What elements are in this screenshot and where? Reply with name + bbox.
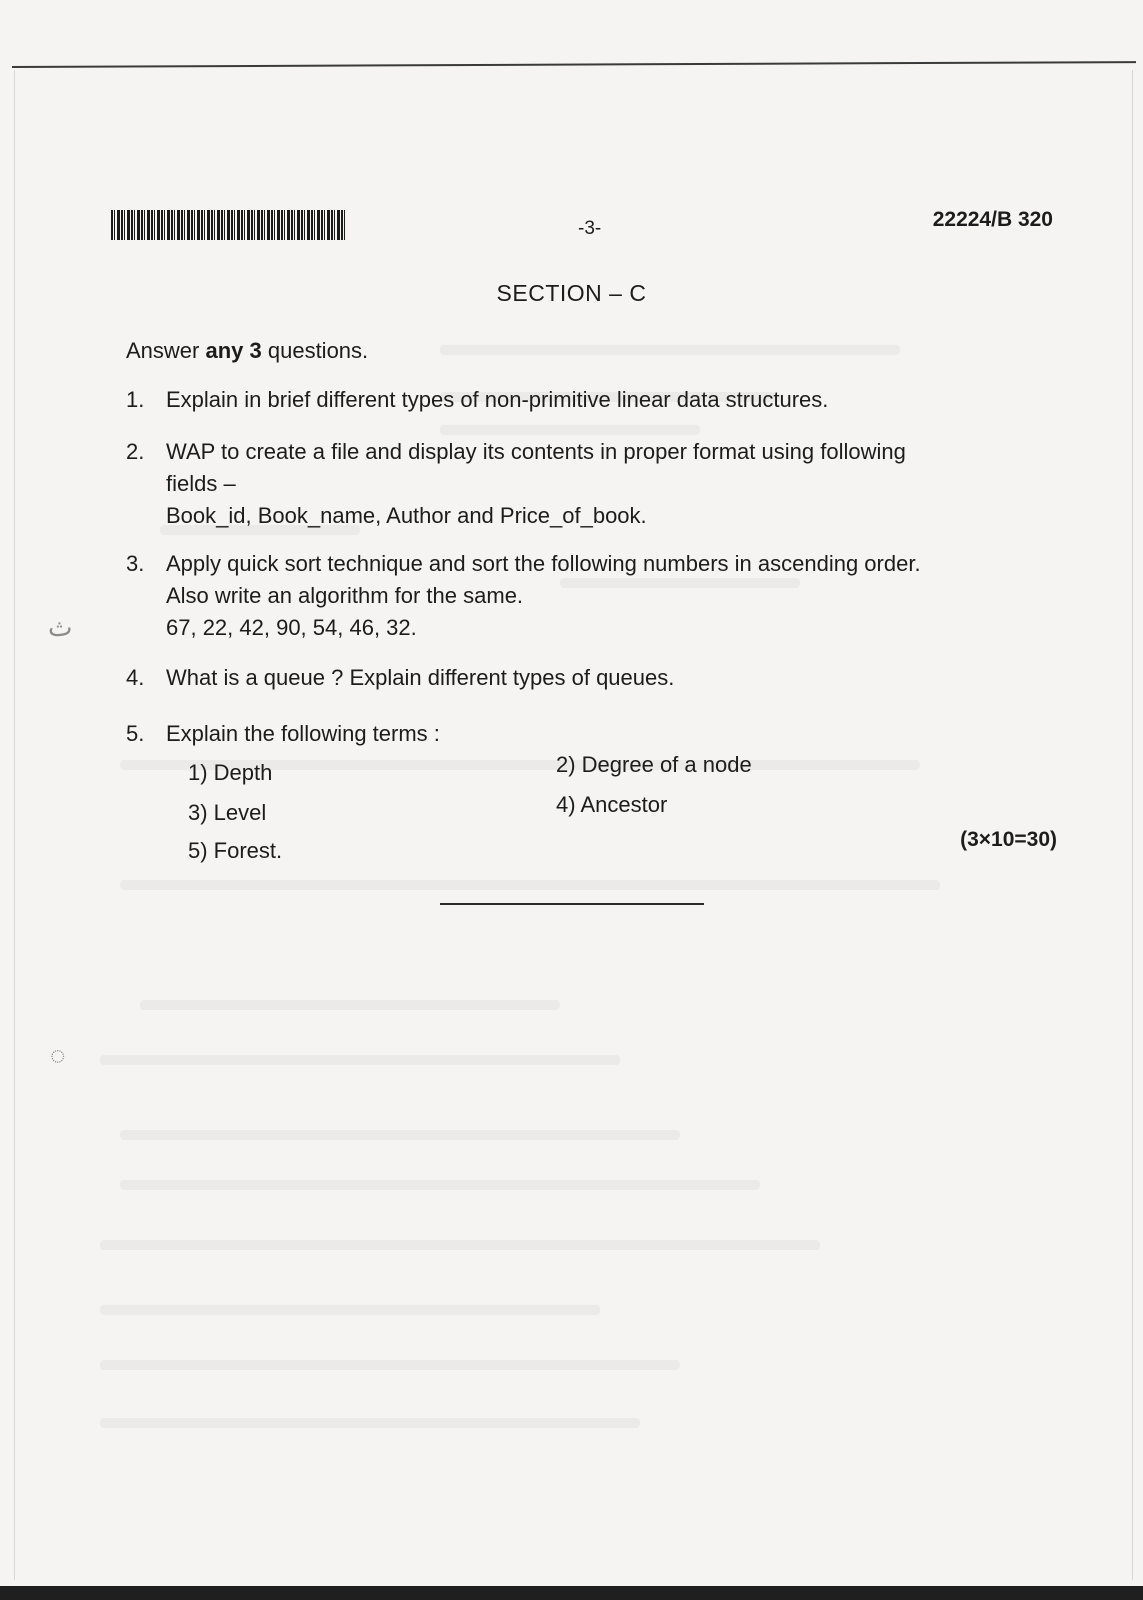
question-number: 1. [126, 387, 145, 412]
question-text: WAP to create a file and display its contents in proper format using following [166, 439, 906, 464]
term-item: 3) Level [188, 800, 267, 825]
punch-mark-icon: ◌ [50, 1040, 66, 1070]
question-text: Book_id, Book_name, Author and Price_of_book. [166, 503, 647, 528]
term-item: 5) Forest. [188, 838, 283, 863]
question-number: 4. [126, 665, 145, 690]
top-rule [12, 61, 1136, 68]
question-number: 3. [126, 551, 145, 576]
paper-code: 22224/B 320 [932, 208, 1053, 231]
page-number: -3- [578, 218, 602, 239]
marks-allocation: (3×10=30) [960, 828, 1057, 851]
question-text: 67, 22, 42, 90, 54, 46, 32. [166, 615, 417, 640]
instruction-emphasis: any 3 [205, 338, 262, 363]
instruction-suffix: questions. [261, 338, 369, 363]
punch-mark-icon: ث [48, 612, 73, 642]
question-text: Also write an algorithm for the same. [166, 583, 524, 608]
barcode [111, 210, 347, 240]
term-item: 1) Depth [188, 760, 273, 785]
end-rule [440, 903, 704, 905]
question-text: Explain the following terms : [166, 721, 440, 746]
section-title: SECTION – C [496, 280, 647, 306]
term-item: 2) Degree of a node [556, 752, 752, 777]
question-text: fields – [166, 471, 236, 496]
scan-edge-band [0, 1586, 1143, 1600]
instruction [126, 338, 368, 364]
instruction-prefix: Answer [126, 338, 206, 363]
question-number: 2. [126, 439, 145, 464]
question-number: 5. [126, 721, 145, 746]
question-text: What is a queue ? Explain different types of queues. [166, 665, 675, 690]
question-text: Apply quick sort technique and sort the following numbers in ascending order. [166, 551, 921, 576]
question-text: Explain in brief different types of non-primitive linear data structures. [166, 387, 829, 412]
term-item: 4) Ancestor [556, 792, 668, 817]
